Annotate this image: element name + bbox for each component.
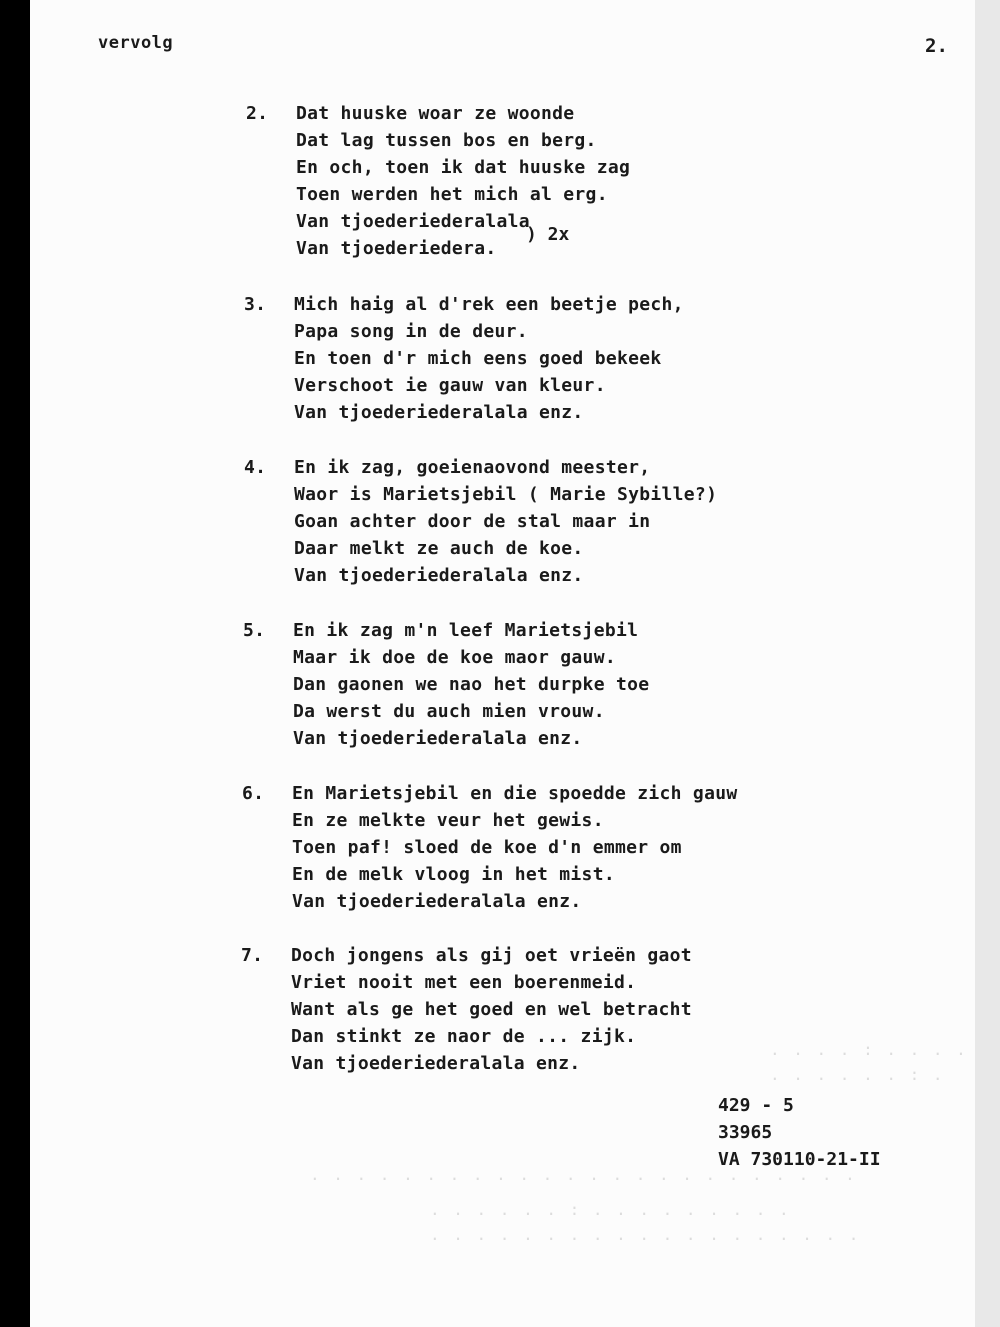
verse-line: Daar melkt ze auch de koe.: [294, 538, 584, 559]
stanza-lines: [292, 780, 737, 915]
verse-line: Dan gaonen we nao het durpke toe: [293, 674, 650, 695]
document-page: [30, 0, 975, 1327]
verse-line: En och, toen ik dat huuske zag: [296, 157, 631, 178]
stanza-lines: [296, 100, 630, 262]
verse-line: Dat lag tussen bos en berg.: [296, 130, 597, 151]
verse-line: Van tjoederiederalala: [296, 211, 530, 232]
verse-line: En ik zag, goeienaovond meester,: [294, 457, 651, 478]
bleed-through-text: . . . . . . : .: [770, 1065, 945, 1084]
bleed-through-text: . . . . : . . . .: [770, 1040, 968, 1059]
verse-line: Van tjoederiedera.: [296, 238, 497, 259]
verse-line: Mich haig al d'rek een beetje pech,: [294, 294, 684, 315]
scan-edge: [975, 0, 1000, 1327]
stanza-lines: [291, 942, 692, 1077]
verse-line: En ik zag m'n leef Marietsjebil: [293, 620, 639, 641]
verse-line: Da werst du auch mien vrouw.: [293, 701, 605, 722]
verse-line: Toen werden het mich al erg.: [296, 184, 608, 205]
verse-line: En de melk vloog in het mist.: [292, 864, 615, 885]
stanza-number: 7.: [241, 945, 264, 966]
stanza-lines: [294, 454, 717, 589]
stanza-number: 4.: [244, 457, 267, 478]
verse-line: Toen paf! sloed de koe d'n emmer om: [292, 837, 682, 858]
stanza-number: 3.: [244, 294, 267, 315]
verse-line: Vriet nooit met een boerenmeid.: [291, 972, 637, 993]
bleed-through-text: . . . . . . . . . . . . . . . . . . .: [430, 1225, 861, 1244]
verse-line: Van tjoederiederalala enz.: [294, 402, 584, 423]
header-continuation-label: vervolg: [98, 33, 174, 53]
verse-line: Doch jongens als gij oet vrieën gaot: [291, 945, 692, 966]
verse-line: Van tjoederiederalala enz.: [291, 1053, 581, 1074]
verse-line: En Marietsjebil en die spoedde zich gauw: [292, 783, 738, 804]
verse-line: Waor is Marietsjebil ( Marie Sybille?): [294, 484, 718, 505]
verse-line: Want als ge het goed en wel betracht: [291, 999, 692, 1020]
verse-line: Verschoot ie gauw van kleur.: [294, 375, 606, 396]
verse-line: En toen d'r mich eens goed bekeek: [294, 348, 662, 369]
bleed-through-text: . . . . . . : . . . . . . . . .: [430, 1200, 791, 1219]
verse-line: En ze melkte veur het gewis.: [292, 810, 604, 831]
archive-reference: 33965: [718, 1122, 773, 1143]
verse-line: Van tjoederiederalala enz.: [293, 728, 583, 749]
verse-line: Dan stinkt ze naor de ... zijk.: [291, 1026, 637, 1047]
archive-reference: 429 - 5: [718, 1095, 794, 1116]
bleed-through-text: . . . . . . . . . . . . . . . . . . . . . . . .: [310, 1165, 857, 1184]
stanza-number: 2.: [246, 103, 269, 124]
stanza-lines: [294, 291, 684, 426]
verse-line: Goan achter door de stal maar in: [294, 511, 651, 532]
verse-line: Dat huuske woar ze woonde: [296, 103, 575, 124]
verse-line: Van tjoederiederalala enz.: [294, 565, 584, 586]
repeat-marker: ) 2x: [526, 224, 570, 245]
stanza-number: 5.: [243, 620, 266, 641]
page-number: 2.: [925, 35, 948, 57]
stanza-number: 6.: [242, 783, 265, 804]
verse-line: Maar ik doe de koe maor gauw.: [293, 647, 616, 668]
archive-reference: VA 730110-21-II: [718, 1149, 881, 1170]
verse-line: Van tjoederiederalala enz.: [292, 891, 582, 912]
stanza-lines: [293, 617, 649, 752]
verse-line: Papa song in de deur.: [294, 321, 528, 342]
